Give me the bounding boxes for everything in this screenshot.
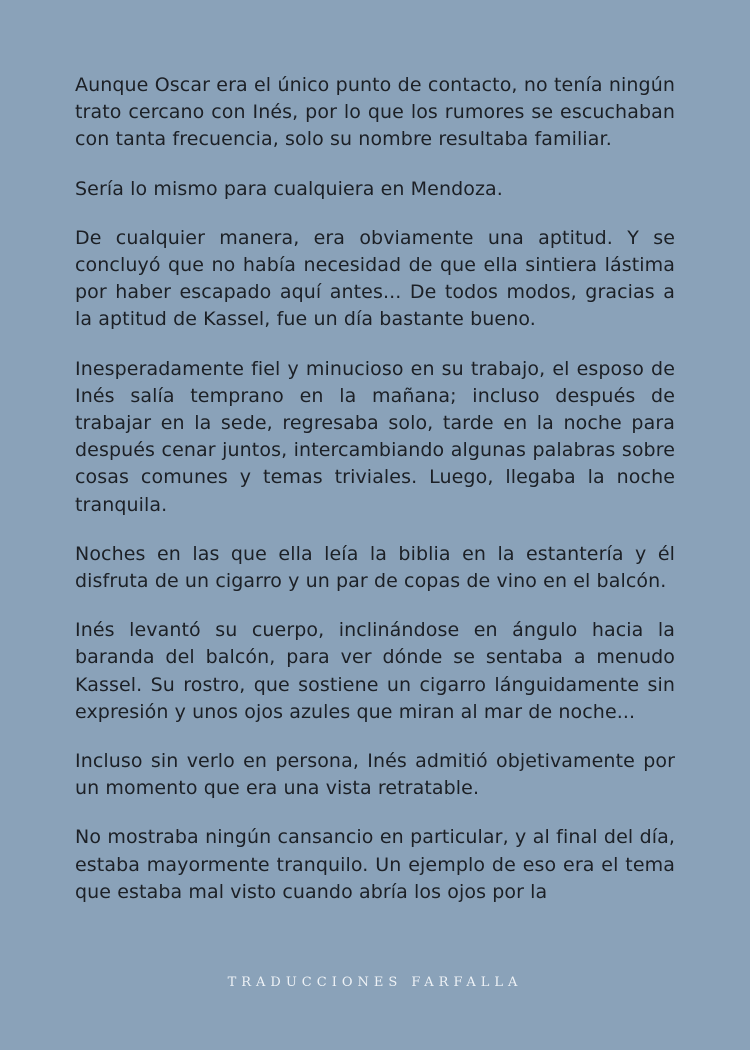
paragraph-6: Inés levantó su cuerpo, inclinándose en ángulo hacia la baranda del balcón, para ver dónde se sentaba a menudo Kassel. Su rostro, que sostiene un cigarro lánguidamente sin expresión y unos ojos azules que miran al mar de noche... [75, 619, 675, 723]
paragraph-1: Aunque Oscar era el único punto de contacto, no tenía ningún trato cercano con Inés, por lo que los rumores se escuchaban con tanta frecuencia, solo su nombre resultaba familiar. [75, 74, 675, 151]
document-body [75, 72, 675, 928]
paragraph-2: Sería lo mismo para cualquiera en Mendoza. [75, 177, 503, 200]
paragraph-7: Incluso sin verlo en persona, Inés admitió objetivamente por un momento que era una vista retratable. [75, 750, 675, 800]
paragraph-5: Noches en las que ella leía la biblia en la estantería y él disfruta de un cigarro y un par de copas de vino en el balcón. [75, 542, 675, 593]
paragraph-8: No mostraba ningún cansancio en particular, y al final del día, estaba mayormente tranquilo. Un ejemplo de eso era el tema que estaba mal visto cuando abría los ojos por la [75, 826, 675, 903]
page-footer: TRADUCCIONES FARFALLA [227, 975, 523, 990]
paragraph-3: De cualquier manera, era obviamente una aptitud. Y se concluyó que no había necesidad de que ella sintiera lástima por haber escapado aquí antes... De todos modos, gracias a la aptitud de Kassel, fue un día bastante bueno. [75, 226, 675, 331]
paragraph-4: Inesperadamente fiel y minucioso en su trabajo, el esposo de Inés salía temprano en la mañana; incluso después de trabajar en la sede, regresaba solo, tarde en la noche para después cenar juntos, intercambiando algunas palabras sobre cosas comunes y temas triviales. Luego, llegaba la noche tranquila. [75, 357, 675, 516]
